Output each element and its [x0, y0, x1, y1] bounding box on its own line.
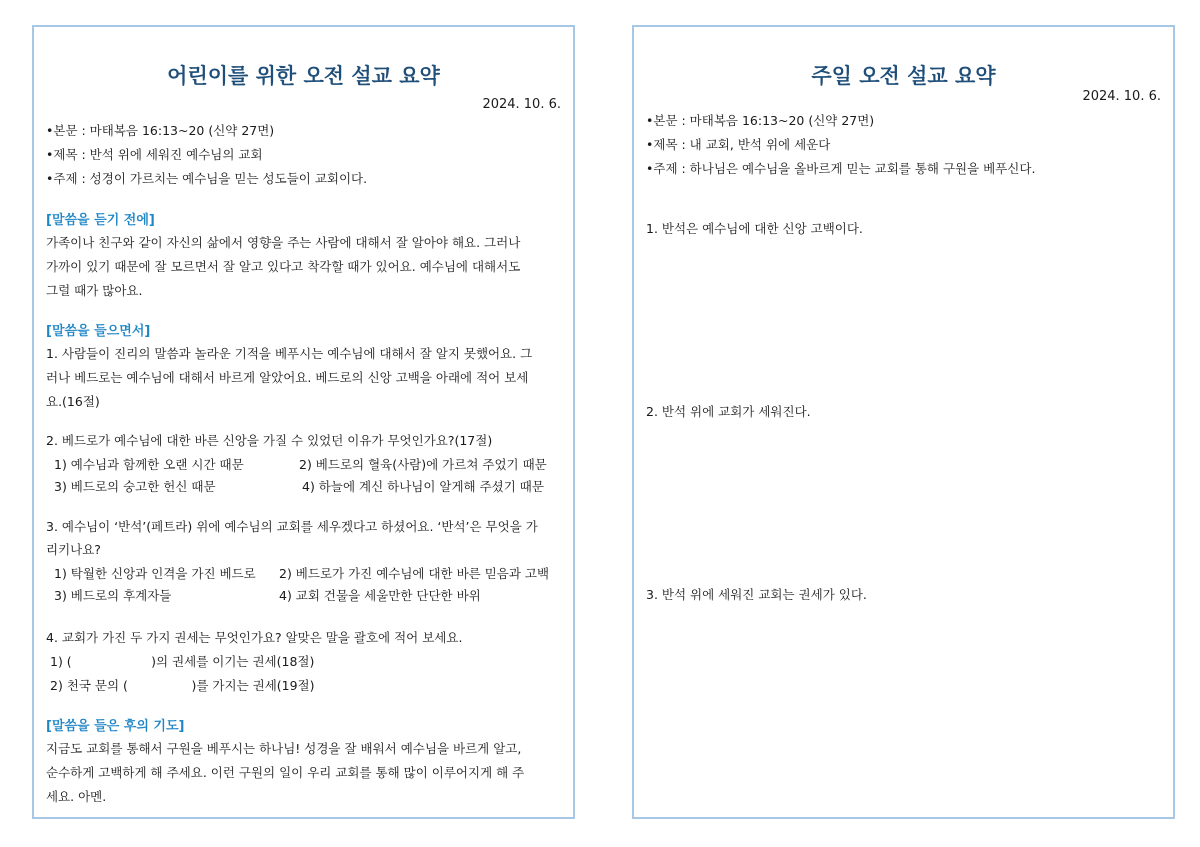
sermon-point-3: 3. 반석 위에 세워진 교회는 권세가 있다. [646, 587, 867, 602]
question-2-option: 2) 베드로의 혈육(사람)에 가르쳐 주었기 때문 [299, 457, 547, 472]
question-2-option: 4) 하늘에 계신 하나님이 알게해 주셨기 때문 [302, 479, 544, 494]
adult-sheet-title: 주일 오전 설교 요약 [811, 64, 996, 88]
adult-meta-passage: •본문 : 마태복음 16:13~20 (신약 27면) [646, 113, 875, 128]
sermon-point-2: 2. 반석 위에 교회가 세워진다. [646, 404, 811, 419]
kids-sermon-sheet [32, 25, 575, 819]
kids-meta-title: •제목 : 반석 위에 세워진 예수님의 교회 [46, 147, 263, 162]
kids-sheet-date: 2024. 10. 6. [482, 97, 561, 112]
before-heading: [말씀을 듣기 전에] [46, 213, 155, 228]
question-4-item: 2) 천국 문의 ( )를 가지는 권세(19절) [50, 678, 315, 693]
adult-sermon-sheet [632, 25, 1175, 819]
after-heading: [말씀을 들은 후의 기도] [46, 719, 185, 734]
before-line: 그럴 때가 많아요. [46, 283, 143, 298]
adult-sheet-date: 2024. 10. 6. [1082, 89, 1161, 104]
before-line: 가족이나 친구와 같이 자신의 삶에서 영향을 주는 사람에 대해서 잘 알아야 해요. 그러나 [46, 235, 521, 250]
question-1-line: 러나 베드로는 예수님에 대해서 바르게 알았어요. 베드로의 신앙 고백을 아래에 적어 보세 [46, 370, 529, 385]
question-3-option: 3) 베드로의 후계자들 [54, 588, 172, 603]
kids-sheet-title: 어린이를 위한 오전 설교 요약 [167, 64, 440, 88]
question-3-option: 2) 베드로가 가진 예수님에 대한 바른 믿음과 고백 [279, 566, 550, 581]
question-3-line: 3. 예수님이 ‘반석’(페트라) 위에 예수님의 교회를 세우겠다고 하셨어요. ‘반석’은 무엇을 가 [46, 519, 538, 534]
prayer-line: 지금도 교회를 통해서 구원을 베푸시는 하나님! 성경을 잘 배워서 예수님을 바르게 알고, [46, 741, 522, 756]
question-2: 2. 베드로가 예수님에 대한 바른 신앙을 가질 수 있었던 이유가 무엇인가요?(17절) [46, 433, 493, 448]
question-4: 4. 교회가 가진 두 가지 권세는 무엇인가요? 알맞은 말을 괄호에 적어 보세요. [46, 630, 463, 645]
question-1-line: 요.(16절) [46, 394, 100, 409]
before-line: 가까이 있기 때문에 잘 모르면서 잘 알고 있다고 착각할 때가 있어요. 예수님에 대해서도 [46, 259, 521, 274]
question-1-line: 1. 사람들이 진리의 말씀과 놀라운 기적을 베푸시는 예수님에 대해서 잘 알지 못했어요. 그 [46, 346, 533, 361]
kids-meta-theme: •주제 : 성경이 가르치는 예수님을 믿는 성도들이 교회이다. [46, 171, 368, 186]
question-4-item: 1) ( )의 권세를 이기는 권세(18절) [50, 654, 315, 669]
adult-meta-theme: •주제 : 하나님은 예수님을 올바르게 믿는 교회를 통해 구원을 베푸신다. [646, 161, 1036, 176]
question-3-option: 1) 탁월한 신앙과 인격을 가진 베드로 [54, 566, 256, 581]
question-2-option: 1) 예수님과 함께한 오랜 시간 때문 [54, 457, 244, 472]
question-3-line: 리키나요? [46, 542, 101, 557]
during-heading: [말씀을 들으면서] [46, 324, 151, 339]
prayer-line: 세요. 아멘. [46, 789, 107, 804]
sermon-point-1: 1. 반석은 예수님에 대한 신앙 고백이다. [646, 221, 863, 236]
kids-meta-passage: •본문 : 마태복음 16:13~20 (신약 27면) [46, 123, 275, 138]
question-2-option: 3) 베드로의 숭고한 헌신 때문 [54, 479, 216, 494]
prayer-line: 순수하게 고백하게 해 주세요. 이런 구원의 일이 우리 교회를 통해 많이 이루어지게 해 주 [46, 765, 525, 780]
adult-meta-title: •제목 : 내 교회, 반석 위에 세운다 [646, 137, 831, 152]
question-3-option: 4) 교회 건물을 세울만한 단단한 바위 [279, 588, 481, 603]
